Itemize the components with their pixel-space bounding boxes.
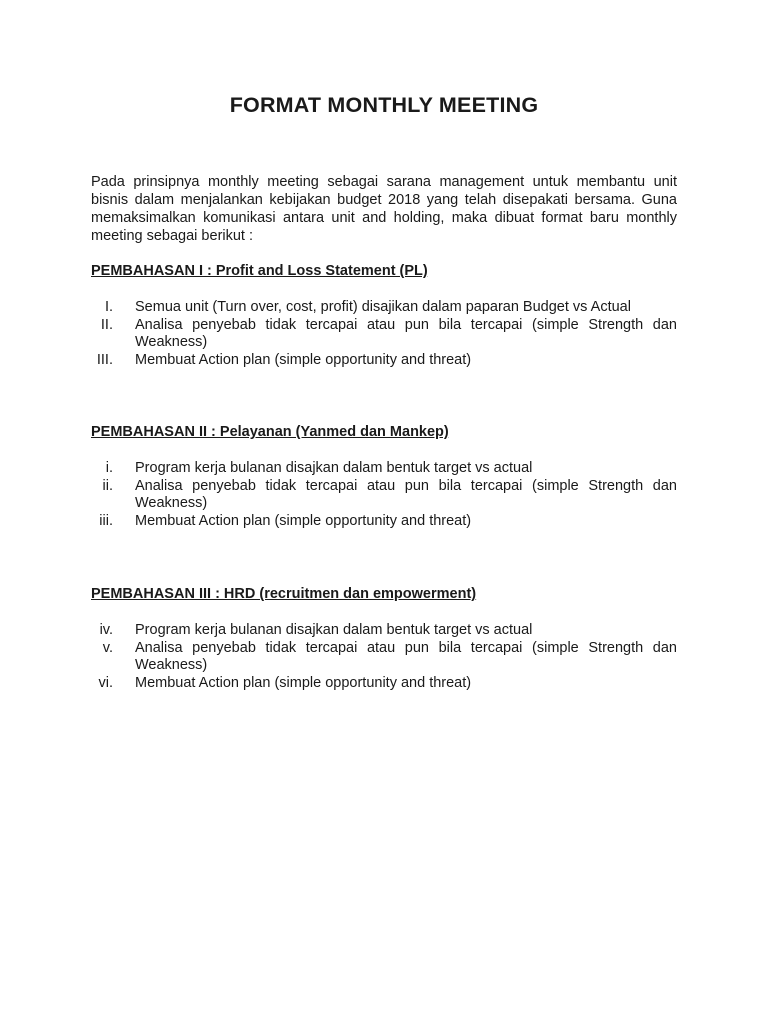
list-item-number: vi. [98,674,113,691]
list-item-number: ii. [102,477,113,494]
section-heading-hrd: PEMBAHASAN III : HRD (recruitmen dan empowerment) [91,586,477,602]
list-item-text: Analisa penyebab tidak tercapai atau pun bila tercapai (simple Strength dan Weakness) [135,639,677,673]
list-item [70,675,677,693]
list-item-number: II. [100,316,113,333]
list-item-number: III. [96,351,113,368]
list-item [70,640,677,675]
section-heading-pl: PEMBAHASAN I : Profit and Loss Statement (PL) [91,263,428,279]
list-item-text: Semua unit (Turn over, cost, profit) disajikan dalam paparan Budget vs Actual [135,299,631,315]
list-item [70,460,677,478]
intro-paragraph: Pada prinsipnya monthly meeting sebagai sarana management untuk membantu unit bisnis dalam menjalankan kebijakan budget 2018 yang telah disepakati bersama. Guna memaksimalkan komunikasi antara unit and holding, maka dibuat format baru monthly meeting sebagai berikut : [91,174,677,244]
section-list-hrd [70,622,677,692]
list-item-number: v. [102,639,113,656]
list-item [70,299,677,317]
list-item [70,622,677,640]
list-item [70,352,677,370]
list-item-text: Membuat Action plan (simple opportunity and threat) [135,351,472,368]
section-heading-pelayanan: PEMBAHASAN II : Pelayanan (Yanmed dan Mankep) [91,424,449,440]
list-item [70,317,677,352]
list-item-number: I. [104,299,113,315]
section-list-pelayanan [70,460,677,530]
document-title: FORMAT MONTHLY MEETING [229,93,539,117]
list-item [70,478,677,513]
list-item [70,513,677,531]
list-item-number: iii. [99,512,113,529]
list-item-number: i. [105,460,113,476]
list-item-text: Analisa penyebab tidak tercapai atau pun bila tercapai (simple Strength dan Weakness) [135,316,677,350]
list-item-number: iv. [99,622,113,638]
list-item-text: Analisa penyebab tidak tercapai atau pun bila tercapai (simple Strength dan Weakness) [135,477,677,511]
list-item-text: Membuat Action plan (simple opportunity and threat) [135,674,472,691]
list-item-text: Program kerja bulanan disajkan dalam bentuk target vs actual [135,460,533,476]
list-item-text: Membuat Action plan (simple opportunity and threat) [135,512,472,529]
list-item-text: Program kerja bulanan disajkan dalam bentuk target vs actual [135,622,533,638]
section-list-pl [70,299,677,369]
